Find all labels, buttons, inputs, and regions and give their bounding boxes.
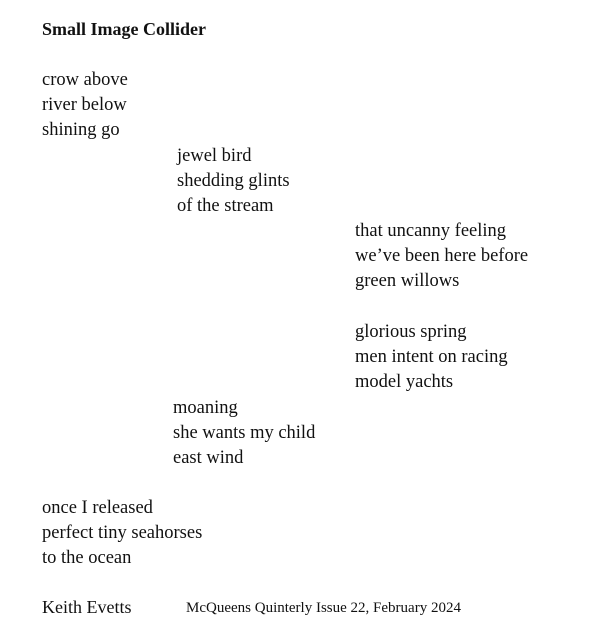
poem-line: glorious spring <box>355 322 467 342</box>
poem-line: we’ve been here before <box>355 246 529 267</box>
poem-line: east wind <box>173 448 244 469</box>
poem-line: once I released <box>42 498 153 518</box>
poem-line: crow above <box>42 70 128 90</box>
poem-line: green willows <box>355 271 460 292</box>
poem-line: model yachts <box>355 372 454 393</box>
poem-line: river below <box>42 95 127 116</box>
stanza-1 <box>42 68 128 144</box>
poem-line: she wants my child <box>173 423 316 444</box>
poem-line: that uncanny feeling <box>355 221 507 241</box>
stanza-6 <box>42 496 202 572</box>
poem-line: men intent on racing <box>355 347 508 368</box>
author-name: Keith Evetts <box>42 597 132 617</box>
publication-credit: McQueens Quinterly Issue 22, February 2024 <box>186 600 461 616</box>
poem-title: Small Image Collider <box>42 19 206 39</box>
stanza-3 <box>355 219 528 295</box>
poem-line: shining go <box>42 120 120 141</box>
stanza-4 <box>355 320 508 396</box>
stanza-2 <box>177 144 290 220</box>
poem-line: to the ocean <box>42 548 132 569</box>
poem-line: moaning <box>173 398 238 418</box>
stanza-5 <box>173 396 315 472</box>
poem-line: shedding glints <box>177 171 290 192</box>
poem-line: perfect tiny seahorses <box>42 523 203 544</box>
poem-line: jewel bird <box>177 146 252 166</box>
poem-line: of the stream <box>177 196 274 217</box>
